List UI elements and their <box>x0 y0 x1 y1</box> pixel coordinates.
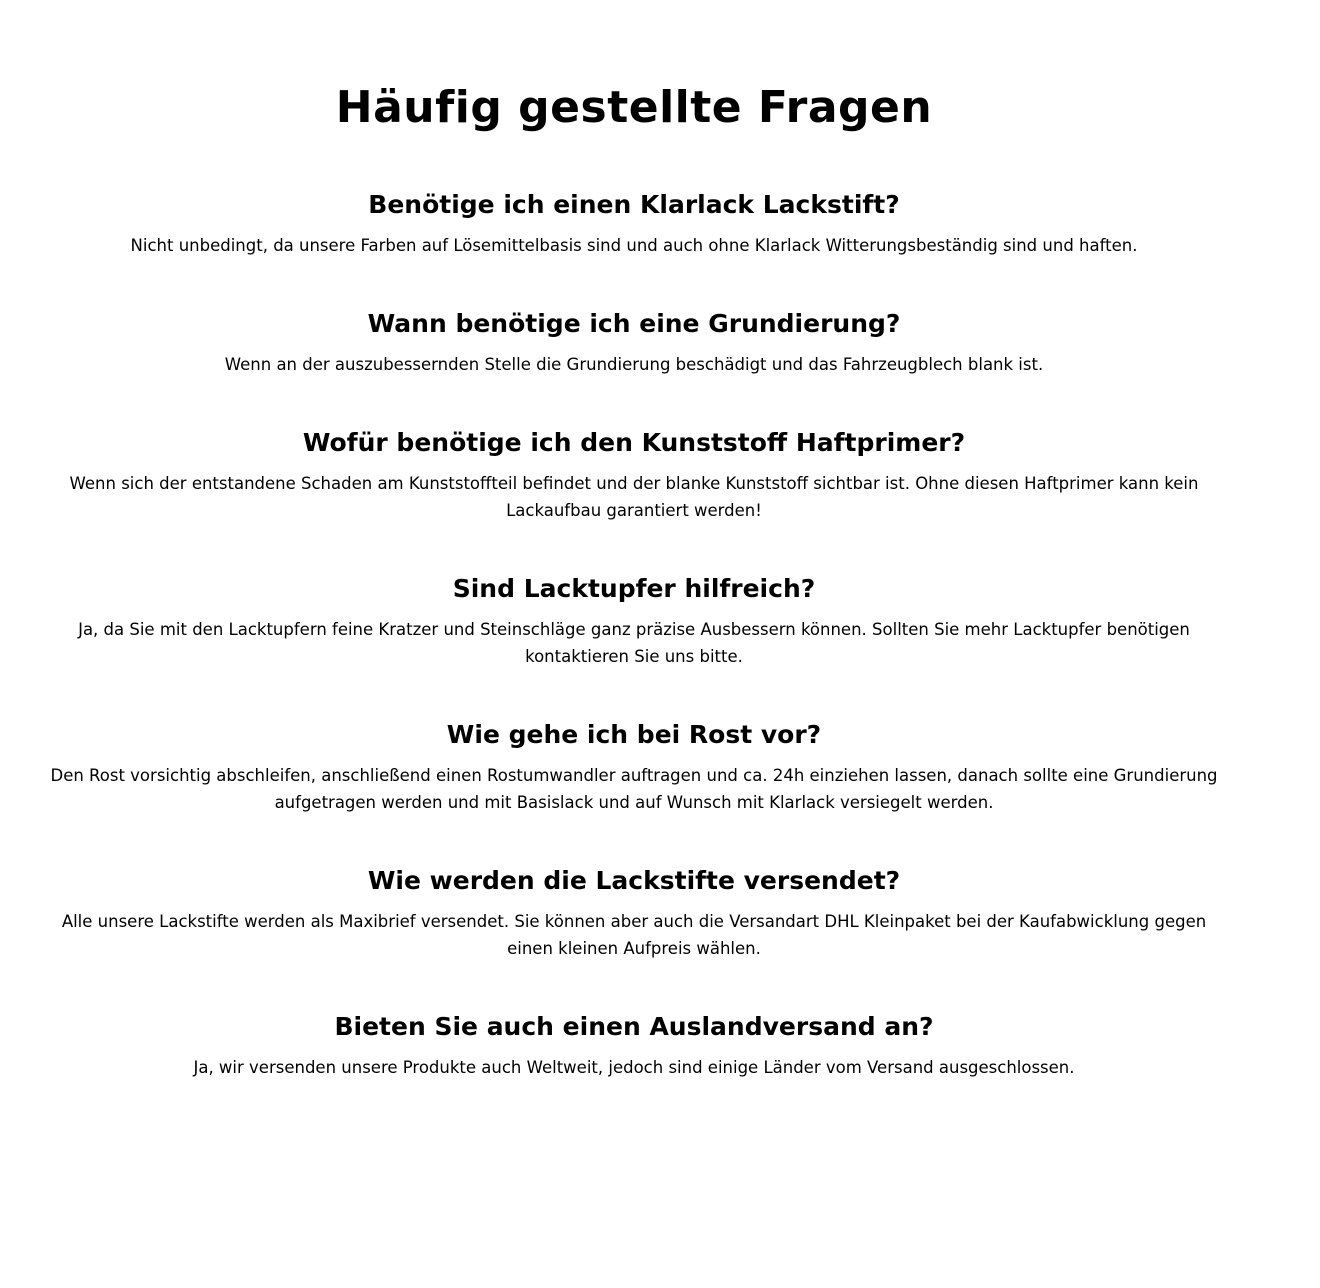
faq-item-klarlack <box>0 188 1268 259</box>
faq-list <box>0 188 1268 1081</box>
faq-answer: Wenn sich der entstandene Schaden am Kunststoffteil befindet und der blanke Kunststoff sichtbar ist. Ohne diesen Haftprimer kann kein Lackaufbau garantiert werden! <box>69 474 1199 520</box>
faq-item-versand <box>0 864 1268 962</box>
faq-answer: Nicht unbedingt, da unsere Farben auf Lösemittelbasis sind und auch ohne Klarlack Witterungsbeständig sind und haften. <box>130 236 1138 255</box>
faq-question: Benötige ich einen Klarlack Lackstift? <box>368 190 900 219</box>
faq-answer: Den Rost vorsichtig abschleifen, anschließend einen Rostumwandler auftragen und ca. 24h einziehen lassen, danach sollte eine Grundierung aufgetragen werden und mit Basislack und auf Wunsch mit Klarlack versiegelt werden. <box>50 766 1218 812</box>
faq-answer: Wenn an der auszubessernden Stelle die Grundierung beschädigt und das Fahrzeugblech blank ist. <box>224 355 1044 374</box>
faq-item-haftprimer <box>0 426 1268 524</box>
faq-question: Wie werden die Lackstifte versendet? <box>367 866 901 895</box>
faq-question: Wie gehe ich bei Rost vor? <box>446 720 822 749</box>
faq-item-grundierung <box>0 307 1268 378</box>
faq-question: Wofür benötige ich den Kunststoff Haftprimer? <box>302 428 966 457</box>
faq-item-rost <box>0 718 1268 816</box>
faq-question: Wann benötige ich eine Grundierung? <box>367 309 901 338</box>
faq-answer: Ja, da Sie mit den Lacktupfern feine Kratzer und Steinschläge ganz präzise Ausbessern können. Sollten Sie mehr Lacktupfer benötigen kontaktieren Sie uns bitte. <box>78 620 1190 666</box>
faq-answer: Ja, wir versenden unsere Produkte auch Weltweit, jedoch sind einige Länder vom Versand ausgeschlossen. <box>193 1058 1075 1077</box>
page-title: Häufig gestellte Fragen <box>335 82 933 133</box>
faq-question: Bieten Sie auch einen Auslandversand an? <box>334 1012 934 1041</box>
faq-answer: Alle unsere Lackstifte werden als Maxibrief versendet. Sie können aber auch die Versandart DHL Kleinpaket bei der Kaufabwicklung gegen einen kleinen Aufpreis wählen. <box>61 912 1207 958</box>
faq-question: Sind Lacktupfer hilfreich? <box>452 574 816 603</box>
faq-item-auslandversand <box>0 1010 1268 1081</box>
faq-item-lacktupfer <box>0 572 1268 670</box>
